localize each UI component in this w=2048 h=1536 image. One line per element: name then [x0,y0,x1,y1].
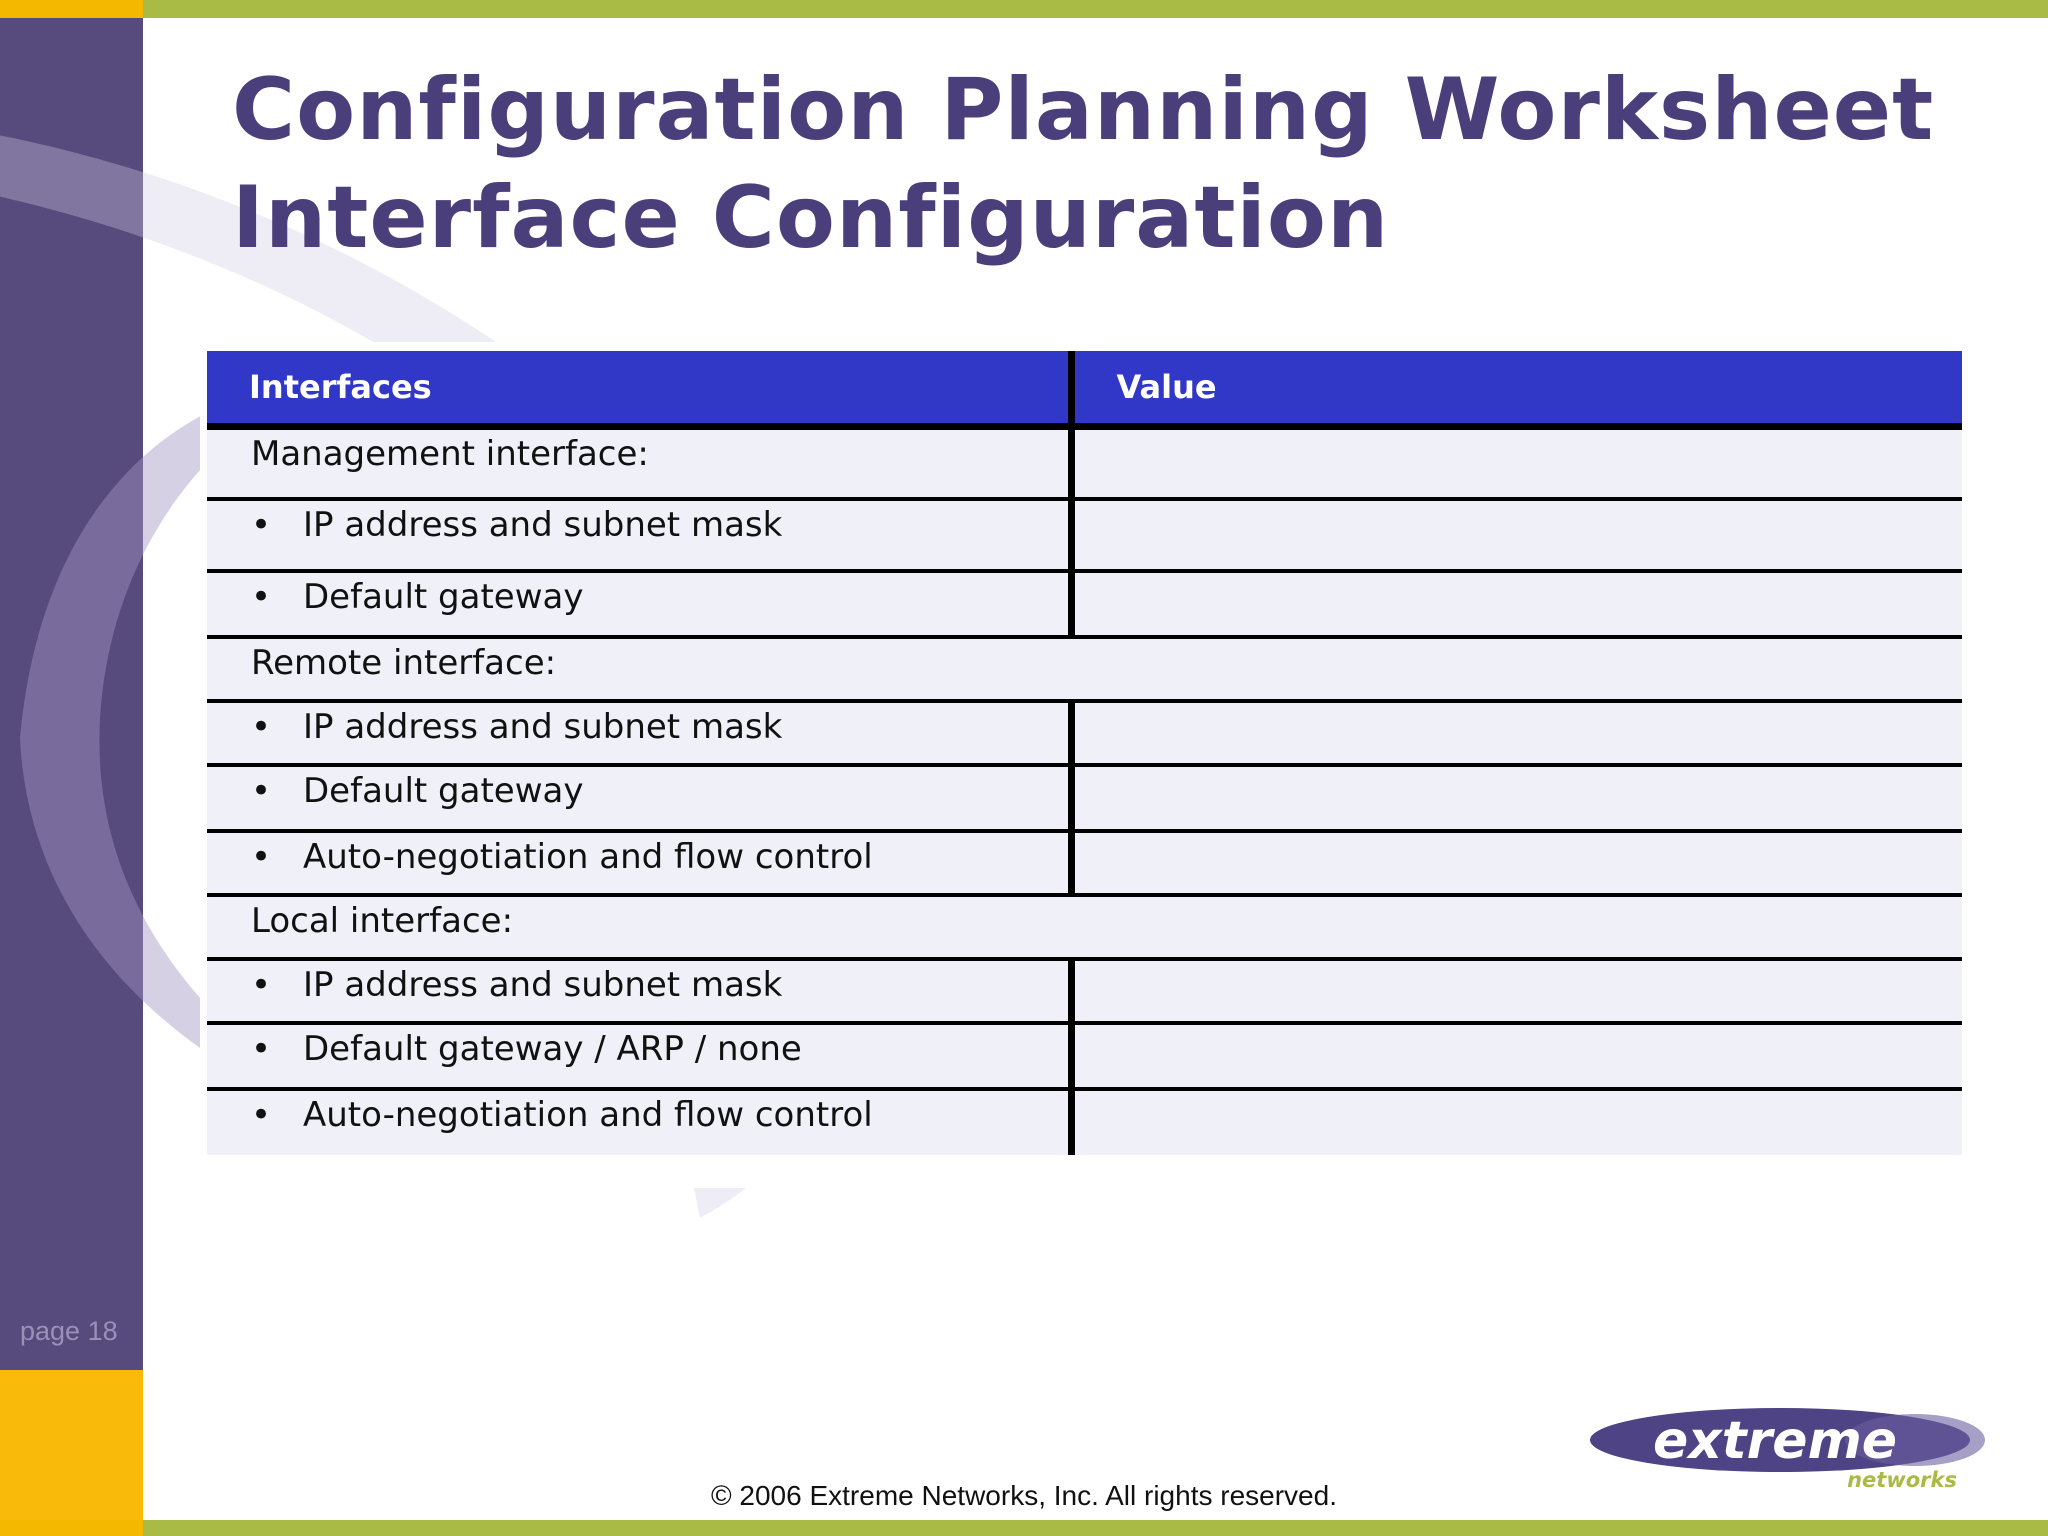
section-label-local [207,895,1962,959]
row-label: Remote interface: [251,642,557,683]
row-label: Default gateway [303,576,584,617]
table-row [207,499,1962,571]
value-cell[interactable] [1071,427,1962,499]
row-label-cell [207,959,1071,1023]
table-row [207,701,1962,765]
table-header-row [207,351,1962,427]
row-label-cell [207,701,1071,765]
row-label: IP address and subnet mask [303,504,783,545]
table-row [207,959,1962,1023]
logo-subtext: networks [1847,1468,1957,1490]
extreme-networks-logo [1585,1400,1995,1490]
bullet-icon: • [251,770,272,811]
value-cell[interactable] [1071,765,1962,831]
row-label-cell [207,831,1071,895]
table-row [207,831,1962,895]
table-row [207,895,1962,959]
interface-worksheet-table [207,351,1962,1155]
value-cell[interactable] [1071,831,1962,895]
bullet-icon: • [251,706,272,747]
row-label-cell [207,499,1071,571]
row-label: Auto-negotiation and flow control [303,836,873,877]
row-label: IP address and subnet mask [303,706,783,747]
title-line-1: Configuration Planning Worksheet [232,60,1935,160]
table-row [207,637,1962,701]
row-label: IP address and subnet mask [303,964,783,1005]
bullet-icon: • [251,576,272,617]
value-cell[interactable] [1071,701,1962,765]
row-label: Auto-negotiation and flow control [303,1094,873,1135]
slide-title [232,56,1934,272]
copyright-footer: © 2006 Extreme Networks, Inc. All rights reserved. [711,1480,1337,1511]
section-label-management [207,427,1071,499]
row-label: Local interface: [251,900,514,941]
value-cell[interactable] [1071,1023,1962,1089]
value-cell[interactable] [1071,959,1962,1023]
bullet-icon: • [251,964,272,1005]
header-value: Value [1071,351,1962,427]
title-line-2: Interface Configuration [232,168,1390,268]
bullet-icon: • [251,836,272,877]
row-label: Management interface: [251,434,649,474]
row-label-cell [207,571,1071,637]
table-row [207,1089,1962,1155]
table-row [207,765,1962,831]
top-accent-bar [0,0,2048,18]
row-label-cell [207,1023,1071,1089]
table-row [207,571,1962,637]
value-cell[interactable] [1071,571,1962,637]
value-cell[interactable] [1071,499,1962,571]
row-label: Default gateway / ARP / none [303,1028,802,1069]
bullet-icon: • [251,1094,272,1135]
row-label: Default gateway [303,770,584,811]
header-interfaces: Interfaces [207,351,1071,427]
table-row [207,1023,1962,1089]
section-label-remote [207,637,1962,701]
bullet-icon: • [251,504,272,545]
row-label-cell [207,1089,1071,1155]
bullet-icon: • [251,1028,272,1069]
page-number: page 18 [20,1316,118,1346]
top-accent-corner [0,0,143,18]
bottom-accent-bar [0,1520,2048,1536]
value-cell[interactable] [1071,1089,1962,1155]
table-row [207,427,1962,499]
bottom-accent-corner [0,1520,143,1536]
row-label-cell [207,765,1071,831]
logo-wordmark: extreme [1652,1411,1898,1471]
left-sidebar [0,18,143,1370]
